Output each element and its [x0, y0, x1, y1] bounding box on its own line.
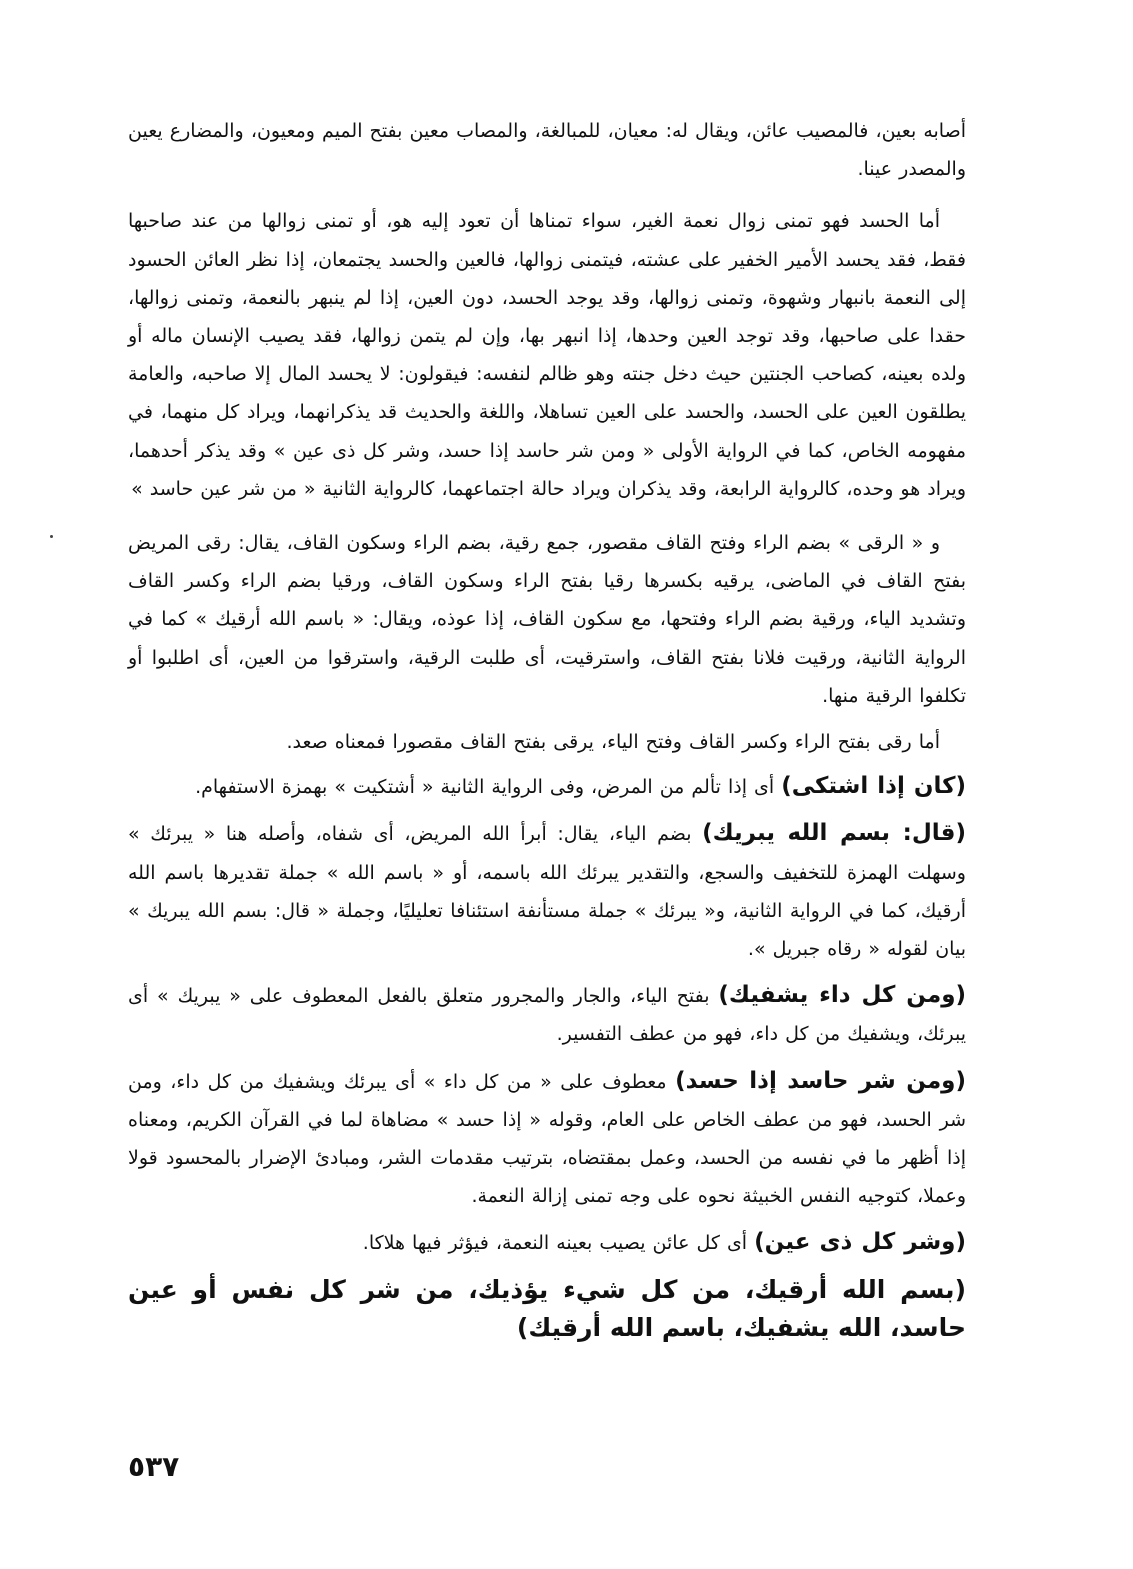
- page-body: [128, 112, 966, 1347]
- entry-text: أى كل عائن يصيب بعينه النعمة، فيؤثر فيها هلاكا.: [362, 1232, 755, 1255]
- entry-lemma: (قال: بسم الله يبريك): [702, 820, 966, 847]
- entry-3: [128, 976, 966, 1053]
- entry-text: أى إذا تألم من المرض، وفى الرواية الثانية « أشتكيت » بهمزة الاستفهام.: [195, 776, 782, 799]
- entry-1: [128, 767, 966, 806]
- entry-2: [128, 814, 966, 968]
- entry-5: [128, 1223, 966, 1262]
- margin-dot: [50, 535, 53, 538]
- entry-lemma: (ومن شر حاسد إذا حسد): [675, 1067, 966, 1094]
- entry-lemma: (وشر كل ذى عين): [754, 1229, 966, 1256]
- paragraph-3: و « الرقى » بضم الراء وفتح القاف مقصور، جمع رقية، بضم الراء وسكون القاف، يقال: رقى المريض بفتح القاف في الماضى، يرقيه بكسرها رقيا بفتح الراء وسكون القاف، ورقيا بضم الراء وكسر القاف وتشديد الياء، ورقية بضم الراء وفتحها، مع سكون القاف، إذا عوذه، ويقال: « باسم الله أرقيك » كما في الرواية الثانية، ورقيت فلانا بفتح القاف، واسترقيت، أى طلبت الرقية، واسترقوا من العين، أى اطلبوا أو تكلفوا الرقية منها.: [128, 532, 966, 707]
- paragraph-2: أما الحسد فهو تمنى زوال نعمة الغير، سواء تمناها أن تعود إليه هو، أو تمنى زوالها من عند صاحبها فقط، فقد يحسد الأمير الخفير على عشته، فيتمنى زوالها، فالعين والحسد يجتمعان، إذا نظر العائن الحسود إلى النعمة بانبهار وشهوة، وتمنى زوالها، وقد يوجد الحسد، دون العين، إذا لم ينبهر بالنعمة، وتمنى زوالها، حقدا على صاحبها، وقد توجد العين وحدها، إذا انبهر بها، وإن لم يتمن زوالها، فقد يصيب الإنسان ماله أو ولده بعينه، كصاحب الجنتين حيث دخل جنته وهو ظالم لنفسه: فيقولون: لا يحسد المال إلا صاحبه، والعامة يطلقون العين على الحسد، والحسد على العين تساهلا، واللغة والحديث قد يذكرانهما، ويراد كل منهما، في مفهومه الخاص، كما في الرواية الأولى « ومن شر حاسد إذا حسد، وشر كل ذى عين » وقد يذكر أحدهما، ويراد هو وحده، كالرواية الرابعة، وقد يذكران ويراد حالة اجتماعهما، كالرواية الثانية « من شر عين حاسد »: [128, 210, 966, 500]
- entry-text: بضم الياء، يقال: أبرأ الله المريض، أى شفاه، وأصله هنا « يبرئك » وسهلت الهمزة للتخفيف والسجع، والتقدير يبرئك الله باسمه، أو « باسم الله » جملة تقديرها باسم الله أرقيك، كما في الرواية الثانية، و« يبرئك » جملة مستأنفة استئنافا تعليليًا، وجملة « قال: بسم الله يبريك » بيان لقوله « رقاه جبريل ».: [128, 823, 966, 961]
- paragraph-4: أما رقى بفتح الراء وكسر القاف وفتح الياء، يرقى بفتح القاف مقصورا فمعناه صعد.: [286, 731, 940, 754]
- entry-lemma: (ومن كل داء يشفيك): [718, 982, 967, 1009]
- paragraph-1: أصابه بعين، فالمصيب عائن، ويقال له: معيان، للمبالغة، والمصاب معين بفتح الميم ومعيون، والمضارع يعين والمصدر عينا.: [128, 120, 966, 181]
- page-number: ٥٣٧: [128, 1450, 180, 1483]
- entry-4: [128, 1062, 966, 1216]
- entry-text: بفتح الياء، والجار والمجرور متعلق بالفعل المعطوف على « يبريك » أى يبرئك، ويشفيك من كل داء، فهو من عطف التفسير.: [128, 985, 966, 1046]
- entry-text: معطوف على « من كل داء » أى يبرئك ويشفيك من كل داء، ومن شر الحسد، فهو من عطف الخاص على العام، وقوله « إذا حسد » مضاهاة لما في القرآن الكريم، ومعناه إذا أظهر ما في نفسه من الحسد، وعمل بمقتضاه، بترتيب مقدمات الشر، ومبادئ الإضرار بالمحسود قولا وعملا، كتوجيه النفس الخبيثة نحوه على وجه تمنى إزالة النعمة.: [128, 1070, 966, 1208]
- hadith-text: (بسم الله أرقيك، من كل شيء يؤذيك، من شر كل نفس أو عين حاسد، الله يشفيك، باسم الله أرقيك): [128, 1274, 966, 1342]
- entry-lemma: (كان إذا اشتكى): [781, 773, 966, 800]
